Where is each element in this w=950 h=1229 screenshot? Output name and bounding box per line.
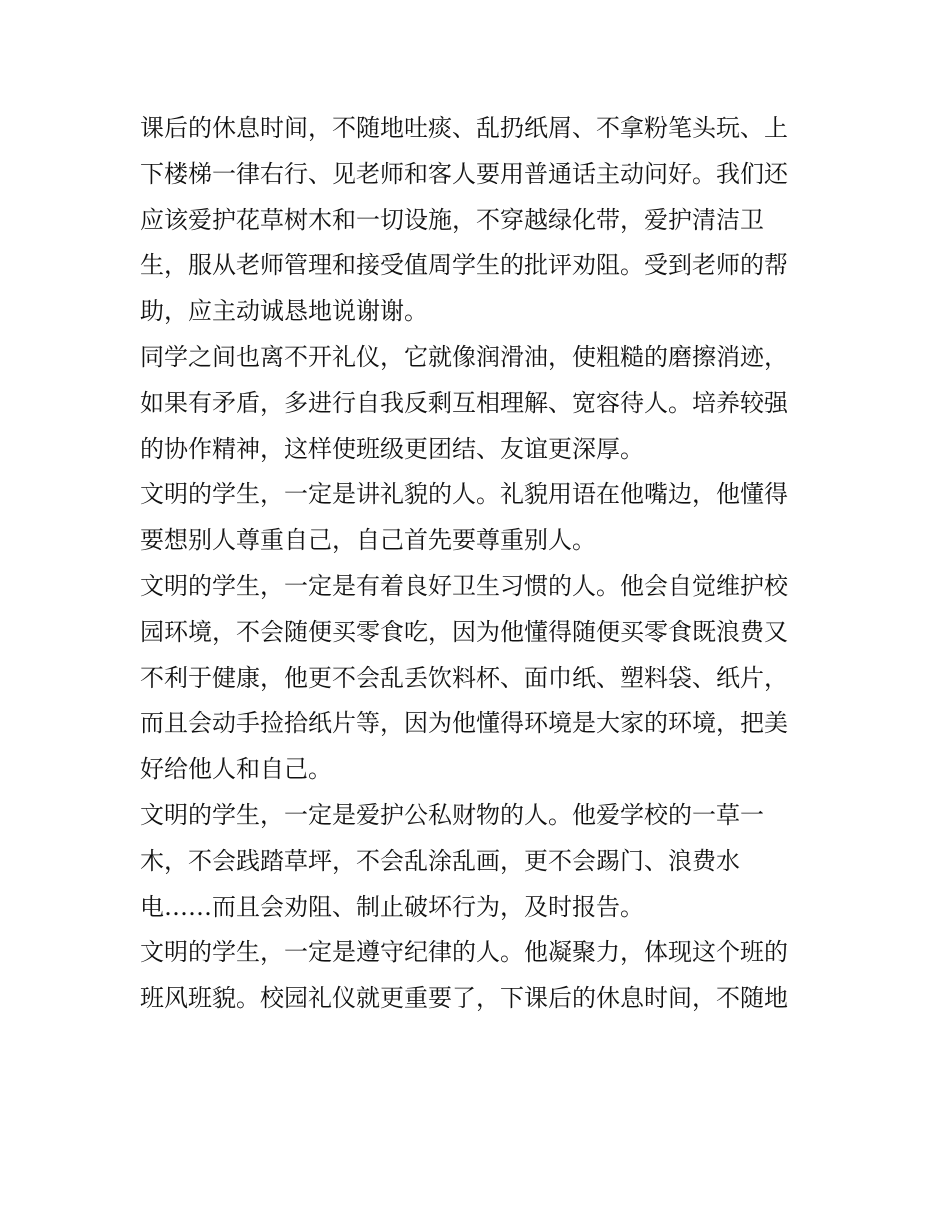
text-line: 木，不会践踏草坪，不会乱涂乱画，更不会踢门、浪费水 xyxy=(140,846,740,875)
paragraph-hygiene xyxy=(140,564,816,793)
document-page xyxy=(140,106,816,1022)
text-line: 而且会动手捡拾纸片等，因为他懂得环境是大家的环境，把美 xyxy=(140,709,788,738)
text-line: 助，应主动诚恳地说谢谢。 xyxy=(140,297,428,326)
text-line: 班风班貌。校园礼仪就更重要了，下课后的休息时间，不随地 xyxy=(140,984,788,1013)
text-line: 同学之间也离不开礼仪，它就像润滑油，使粗糙的磨擦消迹， xyxy=(140,342,788,371)
paragraph-classmates xyxy=(140,335,816,472)
text-line: 园环境，不会随便买零食吃，因为他懂得随便买零食既浪费又 xyxy=(140,617,788,646)
text-line: 文明的学生，一定是有着良好卫生习惯的人。他会自觉维护校 xyxy=(140,571,788,600)
text-line: 文明的学生，一定是爱护公私财物的人。他爱学校的一草一 xyxy=(140,800,764,829)
text-line: 下楼梯一律右行、见老师和客人要用普通话主动问好。我们还 xyxy=(140,159,788,188)
text-line: 好给他人和自己。 xyxy=(140,755,332,784)
text-line: 的协作精神，这样使班级更团结、友谊更深厚。 xyxy=(140,434,644,463)
text-line: 课后的休息时间，不随地吐痰、乱扔纸屑、不拿粉笔头玩、上 xyxy=(140,114,788,142)
paragraph-break-time xyxy=(140,106,816,335)
paragraph-politeness xyxy=(140,472,816,564)
text-line: 不利于健康，他更不会乱丢饮料杯、面巾纸、塑料袋、纸片， xyxy=(140,663,788,692)
text-line: 要想别人尊重自己，自己首先要尊重别人。 xyxy=(140,526,596,555)
paragraph-property xyxy=(140,793,816,930)
paragraph-discipline xyxy=(140,930,816,1022)
text-line: 电……而且会劝阻、制止破坏行为，及时报告。 xyxy=(140,892,644,921)
text-line: 应该爱护花草树木和一切设施，不穿越绿化带，爱护清洁卫 xyxy=(140,205,764,234)
text-line: 文明的学生，一定是遵守纪律的人。他凝聚力，体现这个班的 xyxy=(140,938,788,967)
text-line: 生，服从老师管理和接受值周学生的批评劝阻。受到老师的帮 xyxy=(140,251,788,280)
text-line: 如果有矛盾，多进行自我反剩互相理解、宽容待人。培养较强 xyxy=(140,388,788,417)
text-line: 文明的学生，一定是讲礼貌的人。礼貌用语在他嘴边，他懂得 xyxy=(140,480,788,509)
